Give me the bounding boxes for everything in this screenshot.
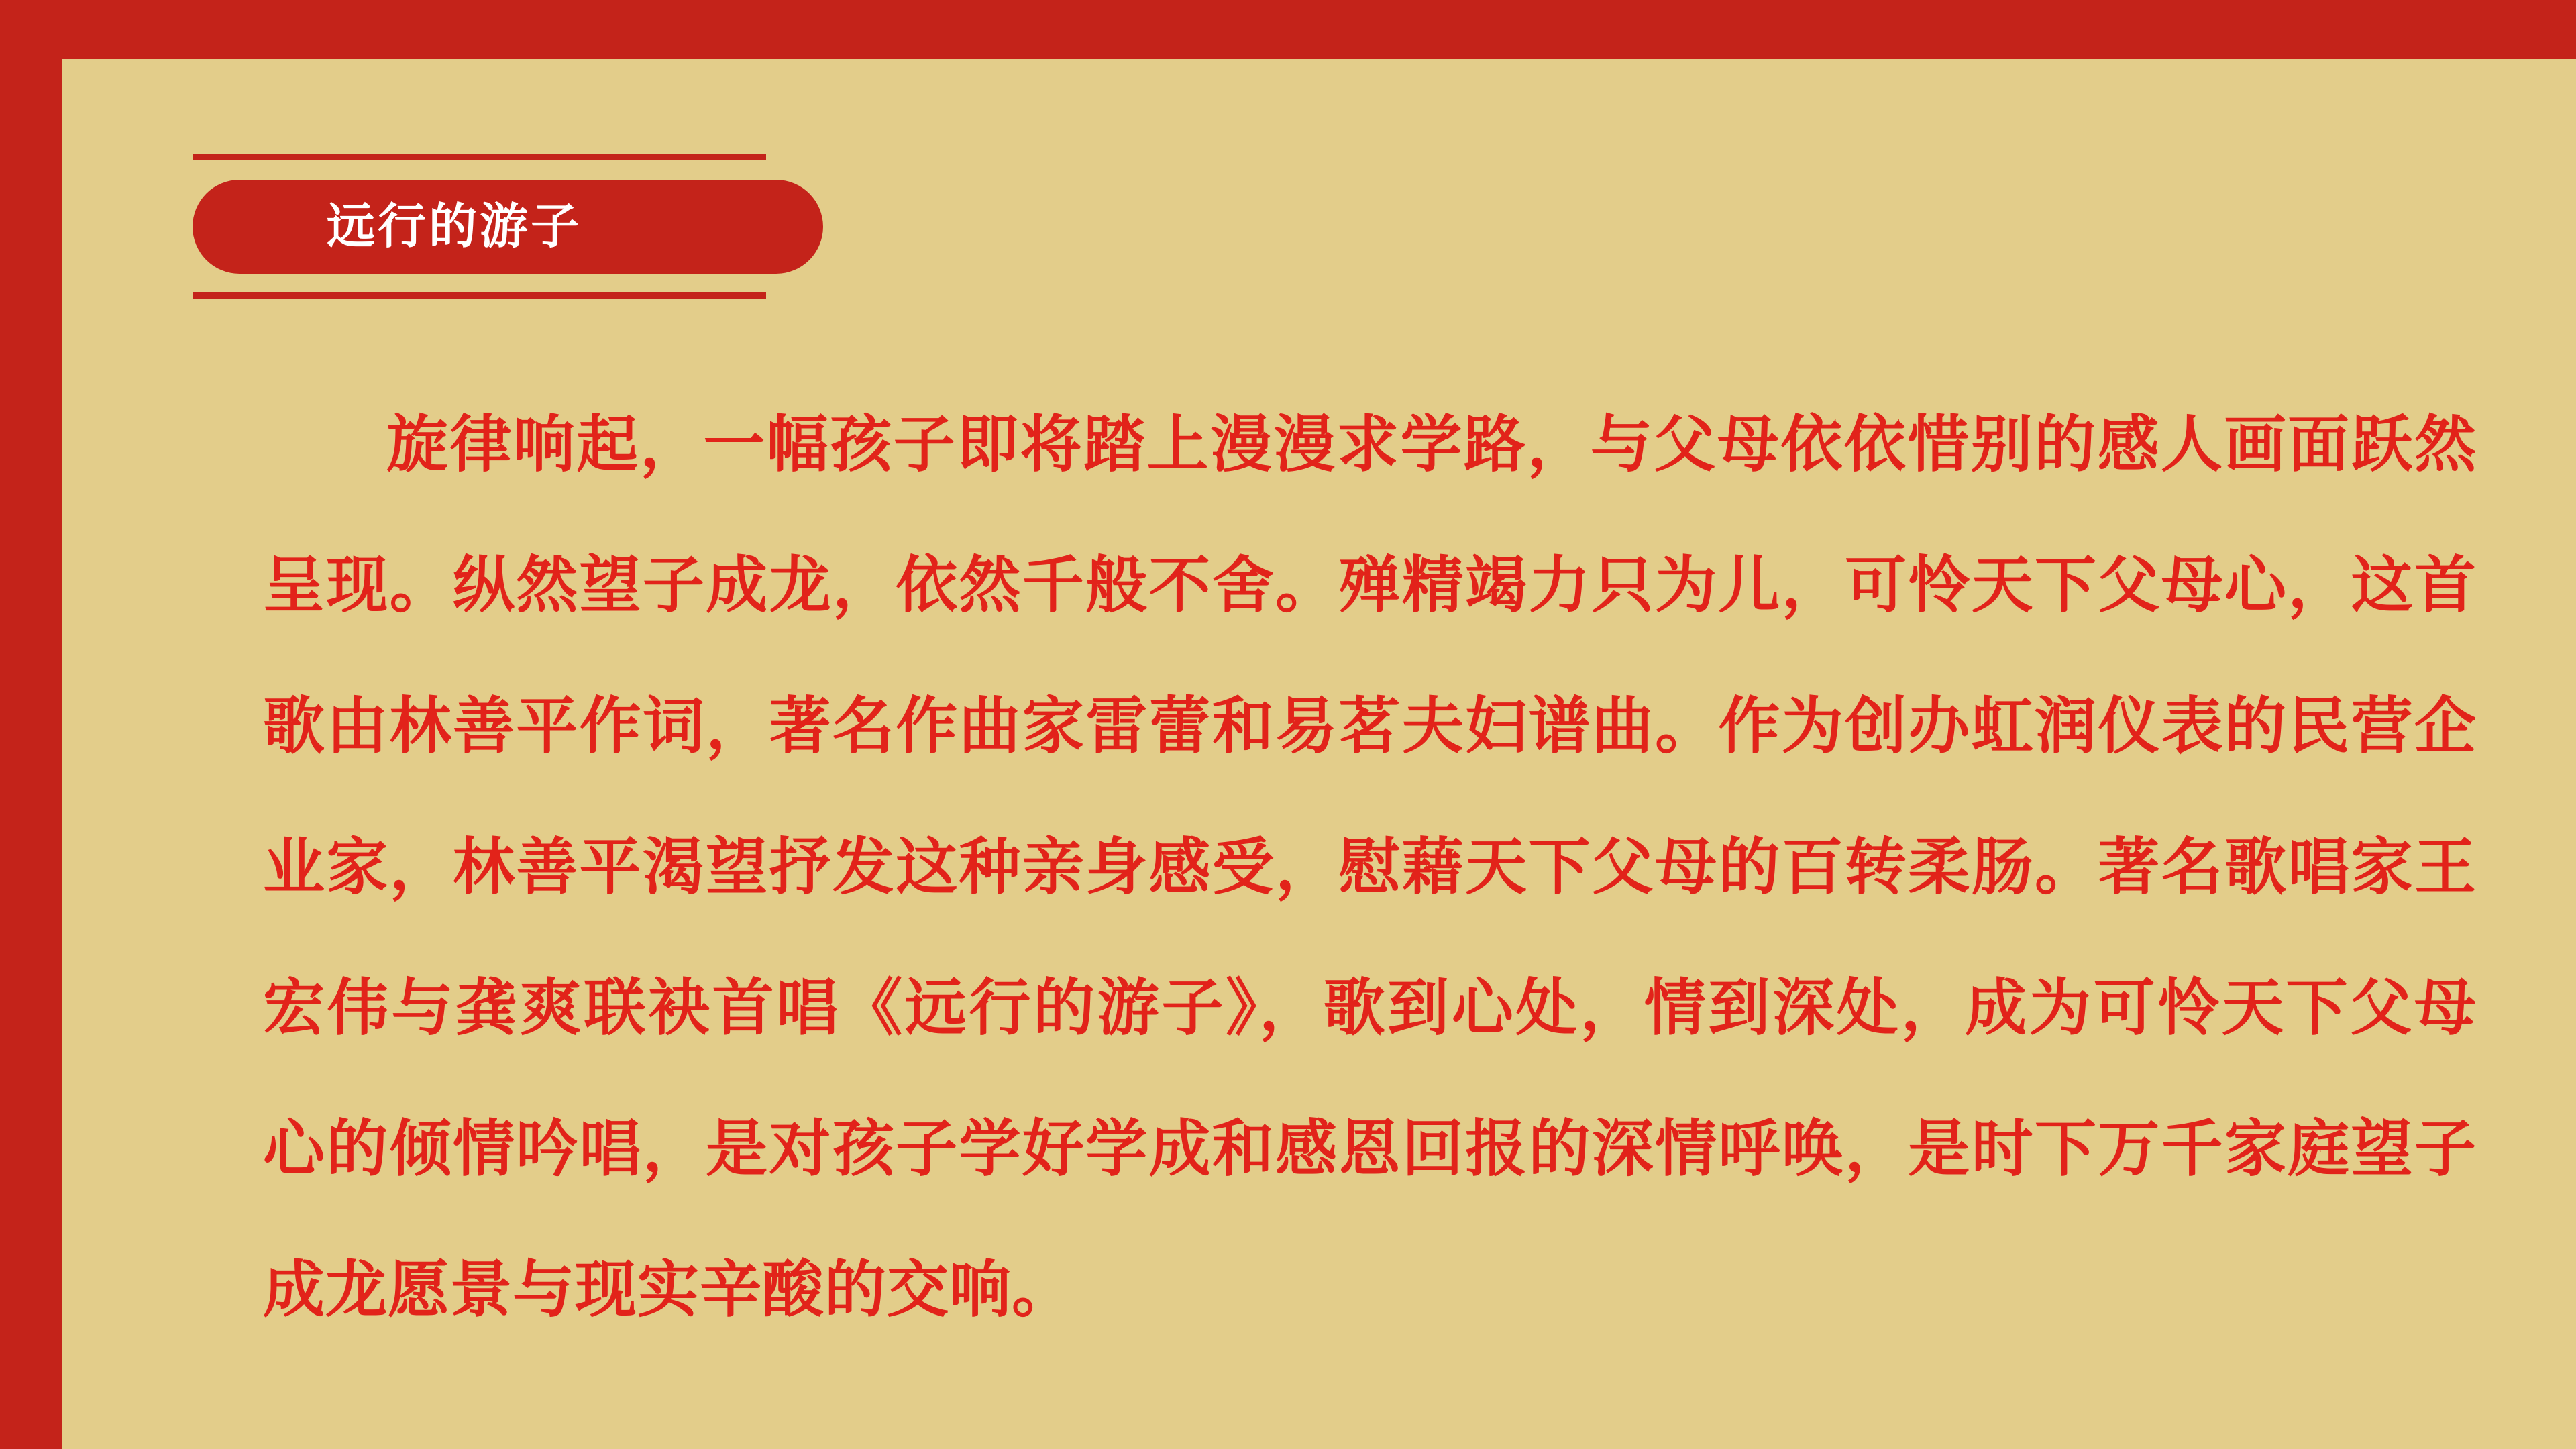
- body-paragraph: 旋律响起，一幅孩子即将踏上漫漫求学路，与父母依依惜别的感人画面跃然呈现。纵然望子成龙，依然千般不舍。殚精竭力只为儿，可怜天下父母心，这首歌由林善平作词，著名作曲家雷蕾和易茗夫妇谱曲。作为创办虹润仪表的民营企业家，林善平渴望抒发这种亲身感受，慰藉天下父母的百转柔肠。著名歌唱家王宏伟与龚爽联袂首唱《远行的游子》，歌到心处，情到深处，成为可怜天下父母心的倾情吟唱，是对孩子学好学成和感恩回报的深情呼唤，是时下万千家庭望子成龙愿景与现实辛酸的交响。: [263, 411, 2477, 1324]
- title-rule-top: [193, 154, 766, 160]
- title-badge: [193, 180, 823, 274]
- content-panel: [62, 59, 2576, 1449]
- page-title: 远行的游子: [327, 200, 582, 254]
- title-block: [193, 154, 766, 299]
- title-rule-bottom: [193, 292, 766, 299]
